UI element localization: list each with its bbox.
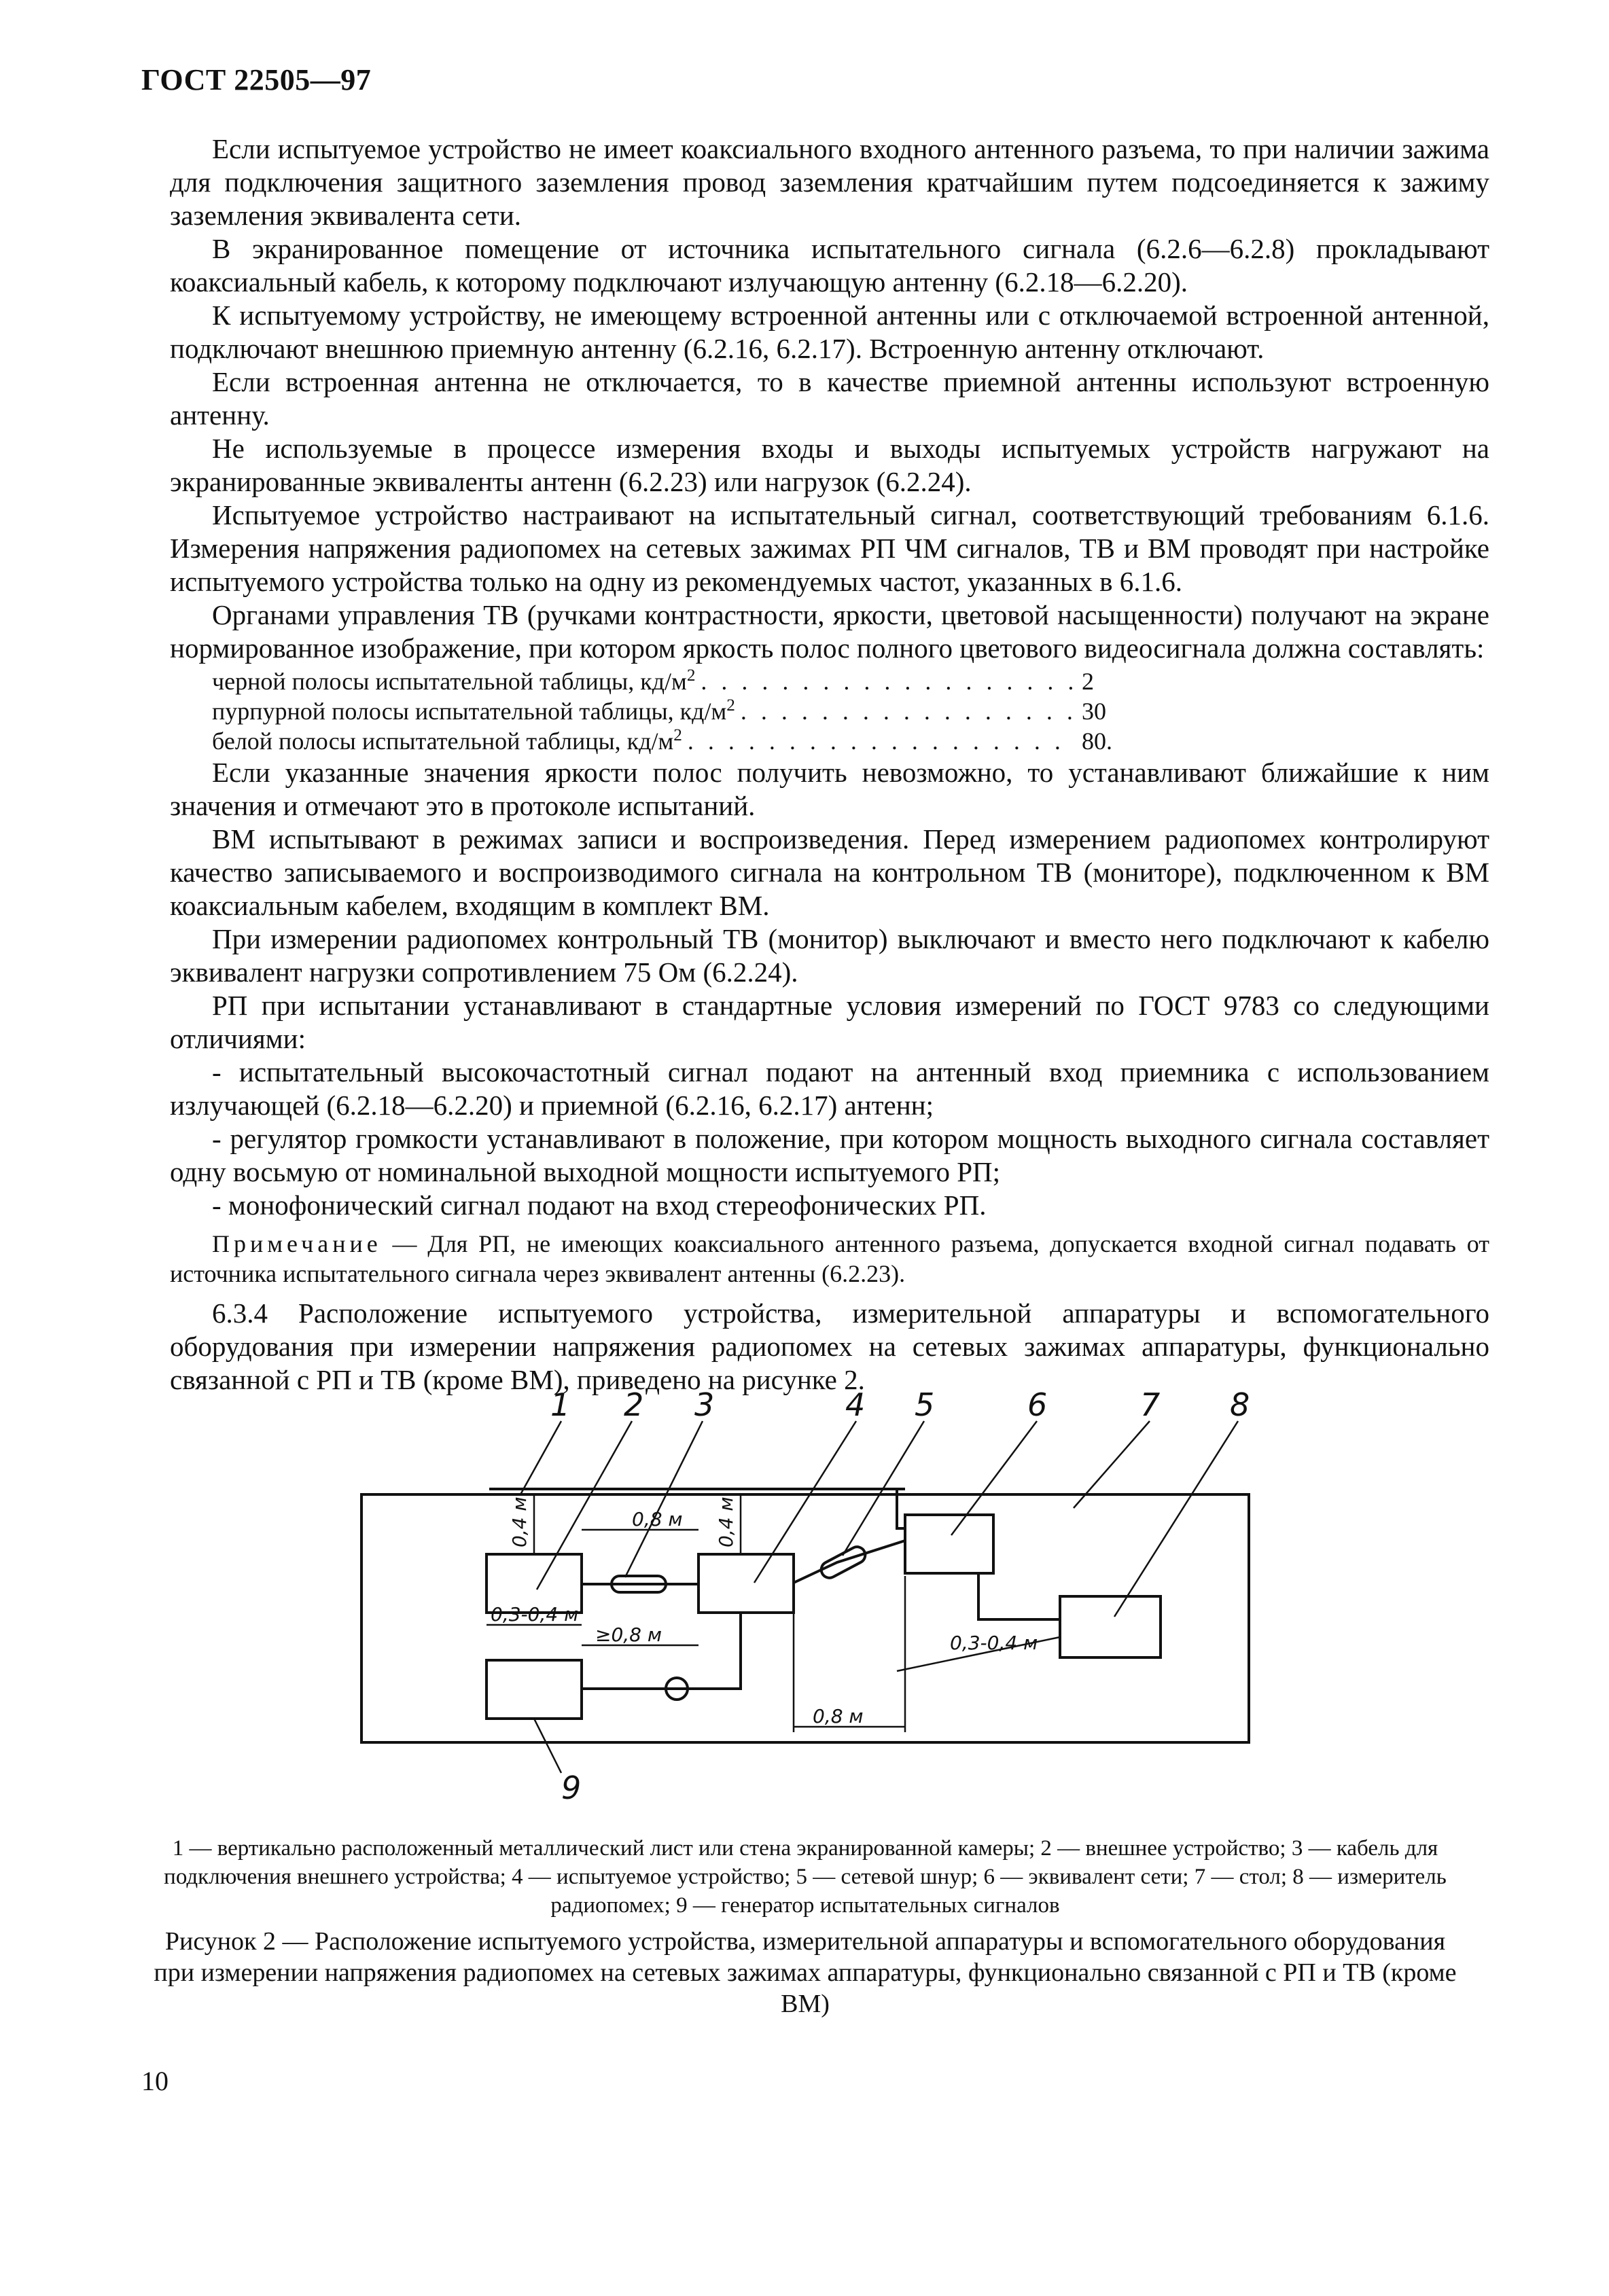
document-header: ГОСТ 22505—97: [141, 63, 372, 96]
mains-to-meter-cable: [978, 1573, 1060, 1619]
paragraph: Не используемые в процессе измерения входы и выходы испытуемых устройств нагружают на экранированные эквиваленты антенн (6.2.23) или нагрузок (6.2.24).: [170, 433, 1489, 497]
leader-dots: [701, 666, 1076, 696]
paragraph: Если встроенная антенна не отключается, то в качестве приемной антенны используют встроенную антенну.: [170, 366, 1489, 431]
body-text: [170, 132, 1489, 1397]
luminance-label: черной полосы испытательной таблицы, кд/м: [212, 668, 687, 695]
callout-8: 8: [1230, 1386, 1250, 1423]
luminance-label: белой полосы испытательной таблицы, кд/м: [212, 728, 674, 755]
luminance-value: 80.: [1082, 728, 1112, 755]
leader-dots: [688, 726, 1076, 756]
callout-7: 7: [1140, 1386, 1161, 1423]
callout-2: 2: [624, 1386, 644, 1423]
figure-caption: Рисунок 2 — Расположение испытуемого устройства, измерительной аппаратуры и вспомогательного оборудования при измерении напряжения радиопомех на сетевых зажимах аппаратуры, функционально связанной с РП и ТВ (кроме ВМ): [154, 1927, 1457, 2018]
paragraph: Испытуемое устройство настраивают на испытательный сигнал, соответствующий требованиям 6.1.6. Измерения напряжения радиопомех на сетевых зажимах РП ЧМ сигналов, ТВ и ВМ проводят при настройке испытуемого устройства только на одну из рекомендуемых частот, указанных в 6.1.6.: [170, 499, 1489, 597]
dim-label-0-8m: 0,8 м: [813, 1705, 864, 1727]
luminance-value: 30: [1082, 698, 1106, 725]
mains-equivalent-box: [905, 1515, 993, 1573]
paragraph: ВМ испытывают в режимах записи и воспроизведения. Перед измерением радиопомех контролируют качество записываемого и воспроизводимого сигнала на контрольном ТВ (мониторе), подключенном к ВМ коаксиальным кабелем, входящим в комплект ВМ.: [170, 823, 1489, 921]
dim-label-0-4m: 0,4 м: [715, 1496, 737, 1547]
luminance-label: пурпурной полосы испытательной таблицы, кд/м: [212, 698, 727, 725]
callout-6: 6: [1027, 1386, 1048, 1423]
unit-exponent: 2: [673, 726, 682, 745]
section-paragraph: 6.3.4 Расположение испытуемого устройства, измерительной аппаратуры и вспомогательного оборудования при измерении напряжения радиопомех на сетевых зажимах аппаратуры, функционально связанной с РП и ТВ (кроме ВМ), приведено на рисунке 2.: [170, 1297, 1489, 1395]
unit-exponent: 2: [726, 696, 735, 715]
dim-label-ge-0-8m: ≥0,8 м: [595, 1624, 662, 1646]
list-item: - монофонический сигнал подают на вход стереофонических РП.: [212, 1189, 987, 1221]
dim-label-0-8m: 0,8 м: [632, 1508, 683, 1530]
paragraph: К испытуемому устройству, не имеющему встроенной антенны или с отключаемой встроенной антенной, подключают внешнюю приемную антенну (6.2.16, 6.2.17). Встроенную антенну отключают.: [170, 300, 1489, 364]
callout-1: 1: [550, 1386, 571, 1423]
luminance-value: 2: [1082, 668, 1094, 695]
dim-label-0-4m: 0,4 м: [508, 1496, 531, 1547]
luminance-row: [212, 666, 1122, 696]
rf-meter-box: [1060, 1596, 1161, 1657]
list-item: - испытательный высокочастотный сигнал подают на антенный вход приемника с использованием излучающей (6.2.18—6.2.20) и приемной (6.2.16, 6.2.17) антенн;: [170, 1056, 1489, 1121]
page-number: 10: [141, 2066, 169, 2096]
dim-label-0-3-0-4m: 0,3-0,4 м: [950, 1632, 1038, 1654]
paragraph: Если указанные значения яркости полос получить невозможно, то устанавливают ближайшие к ним значения и отмечают это в протоколе испытаний.: [170, 757, 1489, 821]
device-under-test-box: [699, 1554, 794, 1613]
callout-9: 9: [561, 1770, 582, 1806]
luminance-row: [212, 696, 1122, 726]
note: [170, 1229, 1489, 1289]
signal-generator-box: [487, 1660, 582, 1719]
figure-2-diagram: [0, 1372, 1609, 1807]
callout-3: 3: [694, 1386, 715, 1423]
mains-cord: [794, 1541, 905, 1583]
paragraph: РП при испытании устанавливают в стандартные условия измерений по ГОСТ 9783 со следующими отличиями:: [170, 990, 1489, 1054]
paragraph: При измерении радиопомех контрольный ТВ (монитор) выключают и вместо него подключают к кабелю эквивалент нагрузки сопротивлением 75 Ом (6.2.24).: [170, 923, 1489, 988]
unit-exponent: 2: [686, 666, 696, 685]
paragraph: Органами управления ТВ (ручками контрастности, яркости, цветовой насыщенности) получают на экране нормированное изображение, при котором яркость полос полного цветового видеосигнала должна составлять:: [170, 599, 1489, 664]
list-item: - регулятор громкости устанавливают в положение, при котором мощность выходного сигнала составляет одну восьмую от номинальной выходной мощности испытуемого РП;: [170, 1123, 1489, 1187]
leader-dots: [741, 696, 1076, 726]
callout-5: 5: [915, 1386, 935, 1423]
note-heading: Примечание: [212, 1230, 382, 1257]
dim-label-0-3-0-4m: 0,3-0,4 м: [491, 1603, 579, 1626]
luminance-table: [212, 666, 1122, 756]
callout-4: 4: [845, 1386, 866, 1423]
paragraph: Если испытуемое устройство не имеет коаксиального входного антенного разъема, то при наличии зажима для подключения защитного заземления провод заземления кратчайшим путем подсоединяется к зажиму заземления эквивалента сети.: [170, 133, 1489, 231]
note-text: — Для РП, не имеющих коаксиального антенного разъема, допускается входной сигнал подавать от источника испытательного сигнала через эквивалент антенны (6.2.23).: [170, 1230, 1489, 1287]
luminance-row: [212, 726, 1122, 756]
mains-cord-coil: [818, 1544, 868, 1581]
diagram-svg: [0, 1372, 1609, 1807]
figure-legend: 1 — вертикально расположенный металлический лист или стена экранированной камеры; 2 — внешнее устройство; 3 — кабель для подключения внешнего устройства; 4 — испытуемое устройство; 5 — сетевой шнур; 6 — эквивалент сети; 7 — стол; 8 — измеритель радиопомех; 9 — генератор испытательных сигналов: [164, 1836, 1447, 1918]
paragraph: В экранированное помещение от источника испытательного сигнала (6.2.6—6.2.8) прокладывают коаксиальный кабель, к которому подключают излучающую антенну (6.2.18—6.2.20).: [170, 233, 1489, 298]
